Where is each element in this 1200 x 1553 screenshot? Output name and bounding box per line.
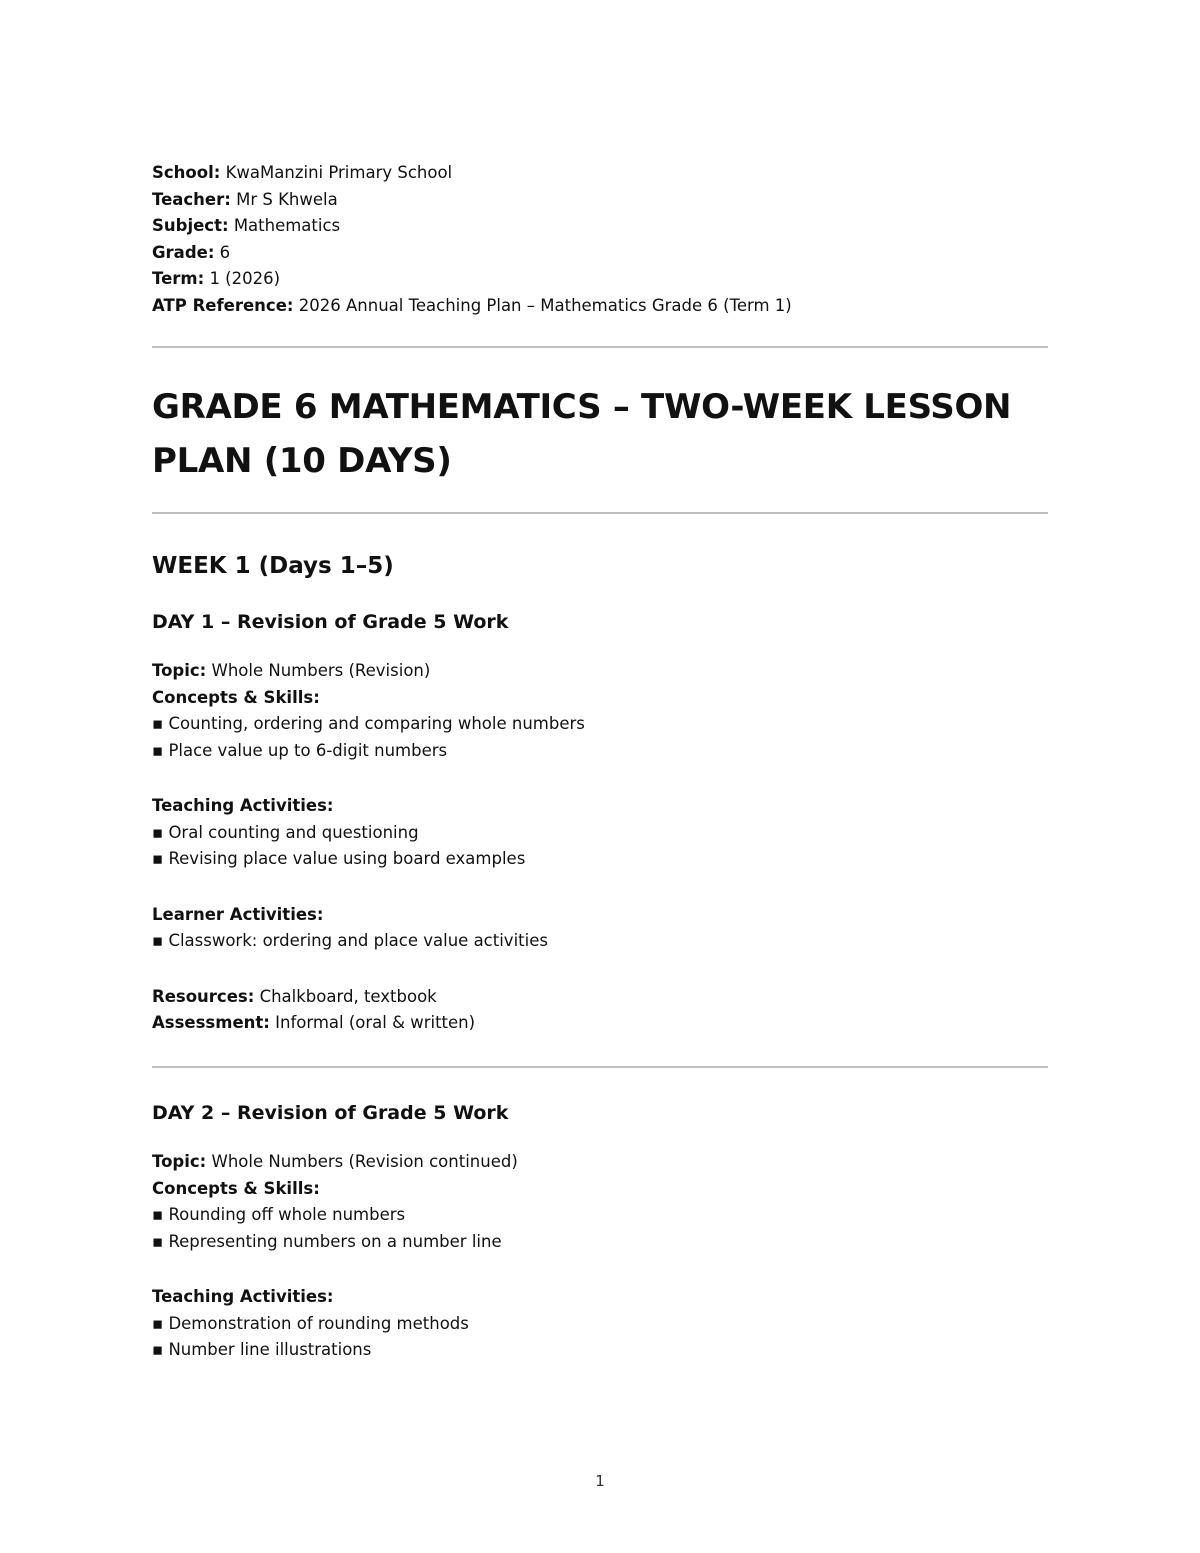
- day1-learner-label: Learner Activities:: [152, 904, 324, 924]
- document-metadata: [152, 160, 792, 319]
- divider: [152, 512, 1048, 514]
- document-title: GRADE 6 MATHEMATICS – TWO-WEEK LESSON PLAN (10 DAYS): [152, 387, 1012, 481]
- meta-atp-reference: ATP Reference: 2026 Annual Teaching Plan – Mathematics Grade 6 (Term 1): [152, 295, 792, 315]
- divider: [152, 346, 1048, 348]
- day1-resources: Resources: Chalkboard, textbook: [152, 986, 437, 1006]
- list-item: ▪ Number line illustrations: [152, 1337, 518, 1364]
- day2-concepts-label: Concepts & Skills:: [152, 1178, 320, 1198]
- page-number: 1: [595, 1472, 605, 1490]
- day2-heading: DAY 2 – Revision of Grade 5 Work: [152, 1102, 509, 1124]
- day1-heading: DAY 1 – Revision of Grade 5 Work: [152, 611, 509, 633]
- day2-topic: Topic: Whole Numbers (Revision continued): [152, 1152, 518, 1171]
- day1-concepts-label: Concepts & Skills:: [152, 687, 320, 707]
- list-item: ▪ Counting, ordering and comparing whole numbers: [152, 711, 585, 738]
- list-item: ▪ Classwork: ordering and place value activities: [152, 928, 585, 955]
- day2-teaching-label: Teaching Activities:: [152, 1287, 334, 1306]
- list-item: ▪ Revising place value using board examples: [152, 846, 585, 873]
- day1-teaching-label: Teaching Activities:: [152, 796, 334, 815]
- list-item: ▪ Oral counting and questioning: [152, 820, 585, 847]
- week1-heading: WEEK 1 (Days 1–5): [152, 553, 394, 579]
- list-item: ▪ Place value up to 6-digit numbers: [152, 738, 585, 765]
- day1-section: [152, 658, 585, 1037]
- day1-topic: Topic: Whole Numbers (Revision): [152, 661, 431, 680]
- divider: [152, 1066, 1048, 1068]
- list-item: ▪ Demonstration of rounding methods: [152, 1311, 518, 1338]
- list-item: ▪ Rounding off whole numbers: [152, 1202, 518, 1229]
- day2-section: [152, 1149, 518, 1364]
- meta-teacher: Teacher: Mr S Khwela: [152, 189, 338, 209]
- meta-school: School: KwaManzini Primary School: [152, 163, 453, 182]
- day1-assessment: Assessment: Informal (oral & written): [152, 1013, 476, 1032]
- meta-grade: Grade: 6: [152, 242, 231, 262]
- meta-subject: Subject: Mathematics: [152, 216, 341, 235]
- meta-term: Term: 1 (2026): [152, 269, 281, 288]
- list-item: ▪ Representing numbers on a number line: [152, 1229, 518, 1256]
